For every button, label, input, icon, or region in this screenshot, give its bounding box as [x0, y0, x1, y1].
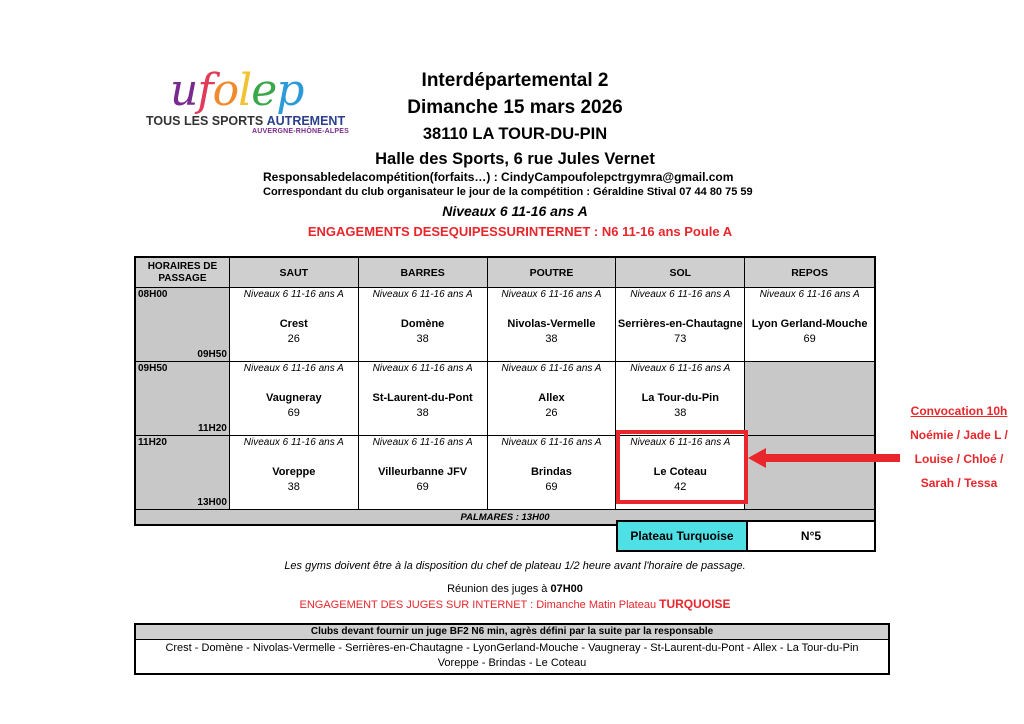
header-poutre: POUTRE	[488, 258, 617, 287]
logo-letter: l	[238, 65, 252, 116]
time-slot	[136, 362, 230, 435]
page-title: Interdépartemental 2	[421, 70, 609, 91]
level-label: Niveaux 6 11-16 ans A	[372, 289, 473, 300]
schedule-table	[134, 256, 876, 526]
header-saut: SAUT	[230, 258, 359, 287]
plateau-label: Plateau Turquoise	[616, 520, 748, 552]
convocation-line: Louise / Chloé /	[914, 452, 1004, 466]
club-name: Le Coteau	[653, 466, 707, 478]
level-label: Niveaux 6 11-16 ans A	[372, 437, 473, 448]
header-sol: SOL	[616, 258, 745, 287]
logo-region: AUVERGNE-RHÔNE-ALPES	[252, 128, 349, 135]
convocation-line: Sarah / Tessa	[920, 476, 998, 490]
header-barres: BARRES	[359, 258, 488, 287]
repos-empty-cell	[745, 362, 874, 435]
palmares-label: PALMARES : 13H00	[136, 510, 874, 524]
reunion-prefix: Réunion des juges à	[447, 583, 551, 595]
apparatus-cell	[488, 362, 617, 435]
plateau-number: N°5	[746, 520, 876, 552]
clubs-line: Voreppe - Brindas - Le Coteau	[437, 657, 587, 669]
time-slot	[136, 436, 230, 509]
level-label: Niveaux 6 11-16 ans A	[630, 437, 731, 448]
logo-letter: p	[276, 65, 304, 116]
apparatus-cell	[745, 288, 874, 361]
club-name: St-Laurent-du-Pont	[372, 392, 473, 404]
club-number: 26	[287, 333, 300, 345]
club-number: 38	[416, 333, 429, 345]
time-end: 09H50	[197, 349, 227, 360]
time-start: 11H20	[138, 437, 167, 448]
apparatus-cell	[359, 436, 488, 509]
club-name: Voreppe	[272, 466, 316, 478]
engagement-juges-text: ENGAGEMENT DES JUGES SUR INTERNET : Dimanche Matin Plateau	[299, 599, 660, 611]
reunion-time: 07H00	[550, 583, 583, 595]
apparatus-cell	[616, 362, 745, 435]
rotation-row	[136, 362, 874, 436]
apparatus-cell	[230, 436, 359, 509]
competition-venue: Halle des Sports, 6 rue Jules Vernet	[375, 150, 655, 168]
club-number: 73	[674, 333, 687, 345]
club-number: 42	[674, 481, 687, 493]
logo-tagline-a: TOUS LES SPORTS	[146, 114, 267, 128]
logo-letter: u	[170, 65, 198, 116]
club-name: Serrières-en-Chautagne	[617, 318, 743, 330]
club-number: 69	[416, 481, 429, 493]
club-name: Domène	[400, 318, 445, 330]
logo-tagline-b: AUTREMENT	[266, 114, 346, 128]
apparatus-cell	[488, 436, 617, 509]
level-label: Niveaux 6 11-16 ans A	[501, 363, 602, 374]
convocation-line: Noémie / Jade L /	[910, 428, 1008, 442]
time-end: 13H00	[197, 497, 227, 508]
apparatus-cell	[230, 362, 359, 435]
gyms-note: Les gyms doivent être à la disposition du chef de plateau 1/2 heure avant l'horaire de passage.	[284, 560, 746, 572]
apparatus-cell	[359, 288, 488, 361]
competition-date: Dimanche 15 mars 2026	[407, 97, 623, 118]
apparatus-cell	[230, 288, 359, 361]
club-name: La Tour-du-Pin	[641, 392, 719, 404]
clubs-juges-header: Clubs devant fournir un juge BF2 N6 min, agrès défini par la suite par la responsable	[136, 625, 888, 640]
header-horaires: HORAIRES DE PASSAGE	[136, 258, 230, 287]
level-label: Niveaux 6 11-16 ans A	[759, 289, 860, 300]
logo-letter: o	[212, 65, 239, 116]
club-name: Brindas	[530, 466, 572, 478]
level-label: Niveaux 6 11-16 ans A	[372, 363, 473, 374]
club-name: Lyon Gerland-Mouche	[751, 318, 868, 330]
club-name: Nivolas-Vermelle	[507, 318, 596, 330]
club-number: 69	[287, 407, 300, 419]
header-repos: REPOS	[745, 258, 874, 287]
club-number: 38	[674, 407, 687, 419]
club-number: 69	[803, 333, 816, 345]
club-name: Villeurbanne JFV	[378, 466, 468, 478]
rotation-row	[136, 288, 874, 362]
competition-city: 38110 LA TOUR-DU-PIN	[422, 125, 608, 143]
time-start: 08H00	[138, 289, 168, 300]
club-number: 38	[287, 481, 300, 493]
correspondant-contact: Correspondant du club organisateur le jour de la compétition : Géraldine Stival 07 44 80 75 59	[263, 186, 753, 198]
repos-empty-cell	[745, 436, 874, 509]
clubs-line: Crest - Domène - Nivolas-Vermelle - Serrières-en-Chautagne - LyonGerland-Mouche - Vaugneray - St-Laurent-du-Pont - Allex - La Tour-du-Pin	[165, 642, 859, 654]
time-slot	[136, 288, 230, 361]
logo-letter: f	[197, 65, 213, 116]
level-label: Niveaux 6 11-16 ans A	[501, 289, 602, 300]
time-end: 11H20	[197, 423, 227, 434]
level-label: Niveaux 6 11-16 ans A	[630, 363, 731, 374]
level-label: Niveaux 6 11-16 ans A	[630, 289, 731, 300]
engagement-line: ENGAGEMENTS DESEQUIPESSURINTERNET : N6 11-16 ans Poule A	[307, 224, 733, 239]
club-number: 69	[545, 481, 558, 493]
level-label: Niveaux 6 11-16 ans A	[243, 437, 344, 448]
responsable-contact: Responsabledelacompétition(forfaits…) : CindyCampoufolepctrgymra@gmail.com	[263, 170, 734, 184]
level-label: Niveaux 6 11-16 ans A	[243, 363, 344, 374]
club-number: 38	[545, 333, 558, 345]
left-arrow-icon	[748, 448, 900, 468]
reunion-juges	[300, 583, 730, 595]
club-name: Crest	[279, 318, 308, 330]
logo-letter: e	[251, 65, 277, 116]
apparatus-cell	[616, 288, 745, 361]
club-number: 38	[416, 407, 429, 419]
highlight-box	[616, 430, 748, 504]
clubs-juges-box	[134, 623, 890, 675]
level-label: Niveaux 6 11-16 ans A	[243, 289, 344, 300]
club-number: 26	[545, 407, 558, 419]
apparatus-cell	[359, 362, 488, 435]
apparatus-cell	[488, 288, 617, 361]
time-start: 09H50	[138, 363, 168, 374]
schedule-header-row	[136, 258, 874, 288]
niveau-label: Niveaux 6 11-16 ans A	[442, 203, 588, 219]
engagement-juges	[240, 597, 790, 611]
club-name: Allex	[538, 392, 565, 404]
level-label: Niveaux 6 11-16 ans A	[501, 437, 602, 448]
convocation-title: Convocation 10h	[910, 404, 1008, 418]
engagement-juges-plateau: TURQUOISE	[659, 597, 731, 611]
clubs-juges-list	[136, 640, 888, 673]
logo-wordmark	[170, 66, 303, 116]
club-name: Vaugneray	[265, 392, 322, 404]
